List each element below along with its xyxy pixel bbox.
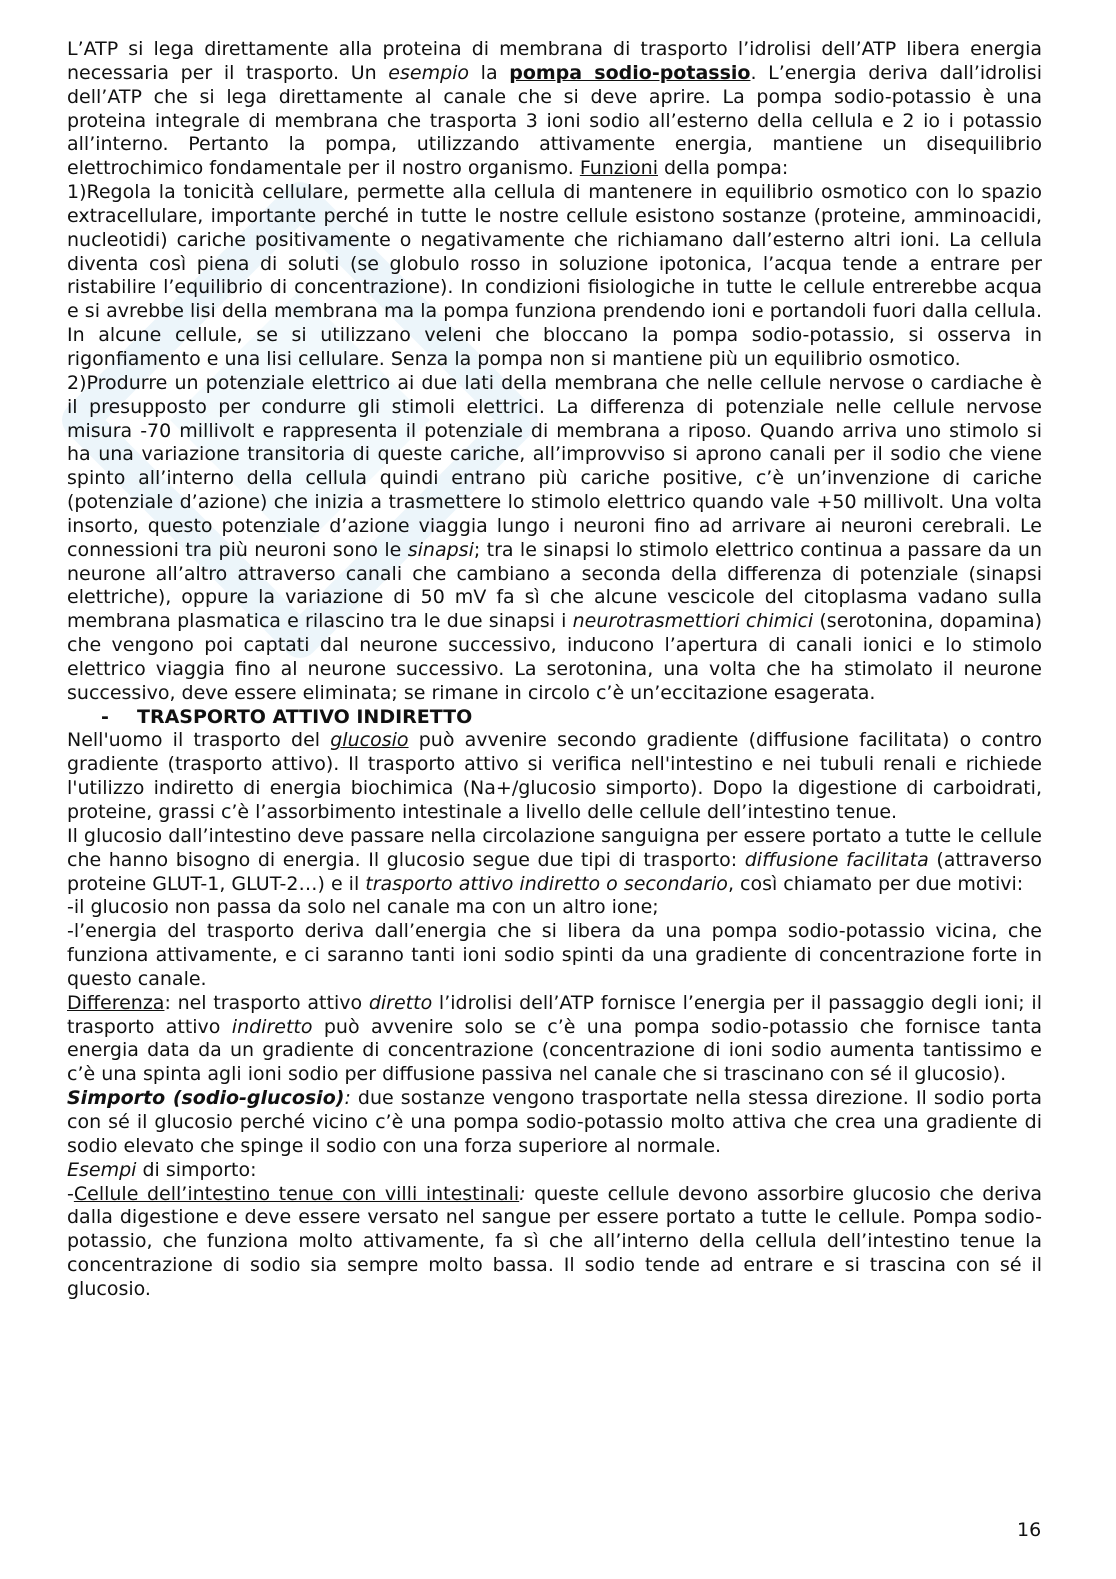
section-heading-text: TRASPORTO ATTIVO INDIRETTO — [137, 705, 473, 728]
paragraph-atp-pump: L’ATP si lega direttamente alla proteina di membrana di trasporto l’idrolisi dell’ATP libera energia necessaria per il trasporto. Un esempio la pompa sodio-potassio. L’energia deriva dall’idrolisi dell’ATP che si lega direttamente al canale che si deve aprire. La pompa sodio-potassio è una proteina integrale di membrana che trasporta 3 ioni sodio all’esterno della cellula e 2 io i potassio all’interno. Pertanto la pompa, utilizzando attivamente energia, mantiene un disequilibrio elettrochimico fondamentale per il nostro organismo. Funzioni della pompa: — [67, 38, 1042, 180]
paragraph-examples-label: Esempi di simporto: — [67, 1158, 257, 1181]
paragraph-glucose-transport: Nell'uomo il trasporto del glucosio può avvenire secondo gradiente (diffusione facilitata) o contro gradiente (trasporto attivo). Il trasporto attivo si verifica nell'intestino e nei tubuli renali e richiede l'utilizzo indiretto di energia biochimica (Na+/glucosio simporto). Dopo la digestione di carboidrati, proteine, grassi c’è l’assorbimento intestinale a livello delle cellule dell’intestino tenue. — [67, 729, 1043, 823]
list-item-reason-2: -l’energia del trasporto deriva dall’energia che si libera da una pompa sodio-potassio vicina, che funziona attivamente, e ci saranno tanti ioni sodio spinti da una gradiente di concentrazione forte in questo canale. — [67, 920, 1042, 990]
page-number: 16 — [1017, 1519, 1042, 1541]
paragraph-symport: Simporto (sodio-glucosio): due sostanze vengono trasportate nella stessa direzione. Il sodio porta con sé il glucosio perché vicino c’è una pompa sodio-potassio molto attiva che crea una gradiente di sodio elevato che spinge il sodio con una forza superiore al normale. — [67, 1087, 1042, 1157]
funzioni-term: Funzioni — [579, 157, 658, 180]
pompa-term: pompa sodio-potassio — [509, 61, 751, 84]
bullet-dash: - — [101, 705, 109, 728]
section-heading — [67, 706, 1042, 730]
paragraph-example-intestine: -Cellule dell’intestino tenue con villi intestinali: queste cellule devono assorbire glucosio che deriva dalla digestione e deve essere versato nel sangue per essere portato a tutte le cellule. Pompa sodio-potassio, che funziona molto attivamente, fa sì che all’interno della cellula dell’intestino tenue la concentrazione di sodio sia sempre molto bassa. Il sodio tende ad entrare e si trascina con sé il glucosio. — [67, 1182, 1042, 1300]
list-item-reason-1: -il glucosio non passa da solo nel canale ma con un altro ione; — [67, 896, 659, 919]
paragraph-function-2: 2)Produrre un potenziale elettrico ai due lati della membrana che nelle cellule nervose o cardiache è il presupposto per condurre gli stimoli elettrici. La differenza di potenziale nelle cellule nervose misura -70 millivolt e rappresenta il potenziale di membrana a riposo. Quando arriva uno stimolo si ha una variazione transitoria di queste cariche, all’improvviso si aprono canali per il sodio che viene spinto all’interno della cellula quindi entrano più cariche positive, c’è un’invenzione di cariche (potenziale d’azione) che inizia a trasmettere lo stimolo elettrico quando vale +50 millivolt. Una volta insorto, questo potenziale d’azione viaggia lungo i neuroni fino ad arrivare ai neuroni cerebrali. Le connessioni tra più neuroni sono le sinapsi; tra le sinapsi lo stimolo elettrico continua a passare da un neurone all’altro attraverso canali che cambiano a seconda della differenza di potenziale (sinapsi elettriche), oppure la variazione di 50 mV fa sì che alcune vescicole del citoplasma vadano sulla membrana plasmatica e rilascino tra le due sinapsi i neurotrasmettiori chimici (serotonina, dopamina) che vengono poi captati dal neurone successivo, inducono l’apertura di canali ionici e lo stimolo elettrico viaggia fino al neurone successivo. La serotonina, una volta che ha stimolato il neurone successivo, deve essere eliminata; se rimane in circolo c’è un’eccitazione esagerata. — [67, 371, 1042, 704]
paragraph-function-1: 1)Regola la tonicità cellulare, permette alla cellula di mantenere in equilibrio osmotico con lo spazio extracellulare, importante perché in tutte le nostre cellule esistono sostanze (proteine, amminoacidi, nucleotidi) cariche positivamente o negativamente che richiamano dall’esterno altri ioni. La cellula diventa così piena di soluti (se globulo rosso in soluzione ipotonica, l’acqua tende a entrare per ristabilire l’equilibrio di concentrazione). In condizioni fisiologiche in tutte le cellule entrerebbe acqua e si avrebbe lisi della membrana ma la pompa funziona prendendo ioni e portandoli fuori dalla cellula. In alcune cellule, se si utilizzano veleni che bloccano la pompa sodio-potassio, si osserva in rigonfiamento e una lisi cellulare. Senza la pompa non si mantiene più un equilibrio osmotico. — [67, 181, 1042, 370]
paragraph-difference: Differenza: nel trasporto attivo diretto l’idrolisi dell’ATP fornisce l’energia per il passaggio degli ioni; il trasporto attivo indiretto può avvenire solo se c’è una pompa sodio-potassio che fornisce tanta energia data da un gradiente di concentrazione (concentrazione di ioni sodio aumenta tantissimo e c’è una spinta agli ioni sodio per diffusione passiva nel canale che si trascinano con sé il glucosio). — [67, 991, 1042, 1086]
page-body — [67, 38, 1042, 1302]
paragraph-glucose-circulation: Il glucosio dall’intestino deve passare nella circolazione sanguigna per essere portato a tutte le cellule che hanno bisogno di energia. Il glucosio segue due tipi di trasporto: diffusione facilitata (attraverso proteine GLUT-1, GLUT-2…) e il trasporto attivo indiretto o secondario, così chiamato per due motivi: — [67, 824, 1042, 895]
